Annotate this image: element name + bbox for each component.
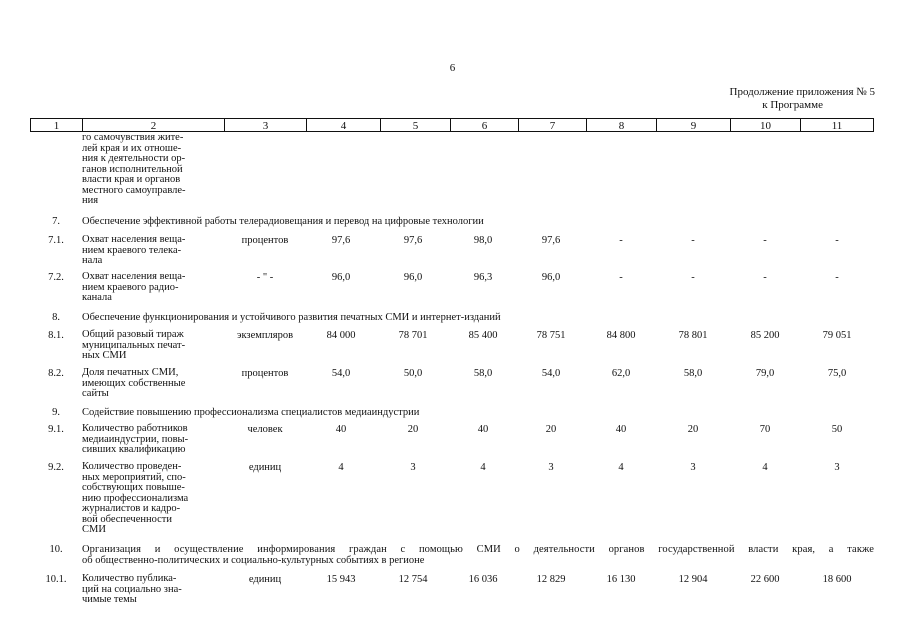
continuation-line: ния к деятельности ор- [82, 153, 186, 164]
section-number: 10. [49, 544, 63, 555]
value-col-8: 4 [618, 462, 624, 473]
continuation-line: го самочувствия жите- [82, 132, 184, 143]
unit-cell: процентов [241, 235, 289, 246]
value-col-8: 16 130 [606, 574, 636, 585]
value-col-7: 97,6 [541, 235, 561, 246]
row-number: 7.2. [48, 272, 64, 283]
continuation-text [82, 133, 224, 207]
header-cell-9: 9 [656, 118, 730, 132]
header-cell-1: 1 [30, 118, 82, 132]
row-number: 8.1. [48, 330, 64, 341]
indicator-name-line: сайты [82, 388, 109, 399]
value-col-6: 85 400 [468, 330, 498, 341]
value-col-9: 78 801 [678, 330, 708, 341]
value-col-9: - [691, 272, 695, 283]
header-cell-6: 6 [450, 118, 518, 132]
continuation-line: ганов исполнительной [82, 163, 183, 175]
value-col-7: 3 [548, 462, 554, 473]
row-number: 10.1. [45, 574, 67, 585]
value-col-9: - [691, 235, 695, 246]
continuation-line: власти края и органов [82, 174, 181, 185]
value-col-4: 84 000 [326, 330, 356, 341]
indicator-name-line: канала [82, 292, 112, 303]
value-col-9: 12 904 [678, 574, 708, 585]
indicator-name-line: вой обеспеченности [82, 513, 172, 525]
indicator-name-line: собствующих повыше- [82, 482, 185, 493]
appendix-note [640, 86, 875, 112]
indicator-name-line: Количество публика- [82, 573, 177, 584]
unit-cell: человек [247, 424, 283, 435]
indicator-name-line: СМИ [82, 524, 106, 535]
indicator-name [82, 272, 224, 304]
value-col-11: - [835, 235, 839, 246]
indicator-name-line: нала [82, 255, 103, 266]
indicator-name [82, 574, 224, 606]
value-col-4: 15 943 [326, 574, 356, 585]
continuation-line: лей края и их отноше- [82, 142, 182, 154]
unit-cell: единиц [248, 462, 282, 473]
value-col-11: 79 051 [822, 330, 852, 341]
section-number: 9. [52, 407, 60, 418]
indicator-name-line: чимые темы [82, 594, 137, 605]
value-col-8: 62,0 [611, 368, 631, 379]
indicator-name-line: Количество работников [82, 423, 188, 434]
table-header-row [30, 118, 874, 132]
row-number: 8.2. [48, 368, 64, 379]
value-col-5: 12 754 [398, 574, 428, 585]
indicator-name [82, 424, 224, 456]
continuation-line: местного самоуправле- [82, 184, 186, 196]
value-col-9: 58,0 [683, 368, 703, 379]
value-col-6: 16 036 [468, 574, 498, 585]
section-title: Обеспечение эффективной работы телерадиовещания и перевод на цифровые технологии [82, 216, 484, 227]
value-col-4: 97,6 [331, 235, 351, 246]
value-col-5: 97,6 [403, 235, 423, 246]
indicator-name [82, 368, 224, 400]
value-col-7: 12 829 [536, 574, 566, 585]
value-col-7: 78 751 [536, 330, 566, 341]
value-col-10: 79,0 [755, 368, 775, 379]
value-col-5: 50,0 [403, 368, 423, 379]
value-col-5: 78 701 [398, 330, 428, 341]
indicator-name-line: муниципальных печат- [82, 339, 186, 351]
indicator-name [82, 235, 224, 267]
value-col-5: 3 [410, 462, 416, 473]
value-col-10: 22 600 [750, 574, 780, 585]
value-col-6: 4 [480, 462, 486, 473]
value-col-8: 40 [615, 424, 627, 435]
indicator-name-line: журналистов и кадро- [82, 503, 181, 514]
header-cell-8: 8 [586, 118, 656, 132]
unit-cell: единиц [248, 574, 282, 585]
value-col-11: 75,0 [827, 368, 847, 379]
unit-cell: процентов [241, 368, 289, 379]
value-col-9: 20 [687, 424, 699, 435]
indicator-name-line: Охват населения веща- [82, 271, 186, 282]
row-number: 9.1. [48, 424, 64, 435]
section-title-line: об общественно-политических и социально-культурных событиях в регионе [82, 555, 425, 566]
header-cell-5: 5 [380, 118, 450, 132]
value-col-6: 96,3 [473, 272, 493, 283]
value-col-10: - [763, 235, 767, 246]
indicator-name-line: сивших квалификацию [82, 444, 186, 455]
value-col-8: - [619, 272, 623, 283]
value-col-5: 20 [407, 424, 419, 435]
value-col-8: 84 800 [606, 330, 636, 341]
value-col-10: 70 [759, 424, 771, 435]
value-col-6: 98,0 [473, 235, 493, 246]
indicator-name-line: ных мероприятий, спо- [82, 471, 186, 483]
value-col-11: - [835, 272, 839, 283]
value-col-4: 96,0 [331, 272, 351, 283]
row-number: 9.2. [48, 462, 64, 473]
value-col-5: 96,0 [403, 272, 423, 283]
value-col-7: 96,0 [541, 272, 561, 283]
value-col-11: 18 600 [822, 574, 852, 585]
indicator-name-line: медиаиндустрии, повы- [82, 433, 189, 445]
section-title: Содействие повышению профессионализма специалистов медиаиндустрии [82, 407, 420, 418]
header-cell-7: 7 [518, 118, 586, 132]
value-col-4: 4 [338, 462, 344, 473]
value-col-7: 54,0 [541, 368, 561, 379]
unit-cell: экземпляров [236, 330, 294, 341]
value-col-6: 40 [477, 424, 489, 435]
section-title: Обеспечение функционирования и устойчивого развития печатных СМИ и интернет-изданий [82, 312, 501, 323]
value-col-4: 54,0 [331, 368, 351, 379]
header-cell-10: 10 [730, 118, 800, 132]
continuation-line: ния [82, 195, 99, 206]
header-cell-3: 3 [224, 118, 306, 132]
row-number: 7.1. [48, 235, 64, 246]
indicator-name-line: нием краевого радио- [82, 281, 179, 293]
indicator-name-line: ций на социально зна- [82, 583, 182, 595]
value-col-6: 58,0 [473, 368, 493, 379]
value-col-10: 4 [762, 462, 768, 473]
value-col-11: 50 [831, 424, 843, 435]
page-number: 6 [449, 62, 456, 74]
unit-cell: - " - [256, 272, 274, 283]
indicator-name-line: нию профессионализма [82, 492, 189, 504]
indicator-name-line: нием краевого телека- [82, 244, 182, 256]
header-cell-2: 2 [82, 118, 224, 132]
indicator-name-line: Общий разовый тираж [82, 329, 184, 340]
header-cell-11: 11 [800, 118, 874, 132]
value-col-9: 3 [690, 462, 696, 473]
section-number: 8. [52, 312, 60, 323]
indicator-name [82, 330, 224, 362]
value-col-4: 40 [335, 424, 347, 435]
value-col-10: 85 200 [750, 330, 780, 341]
header-cell-4: 4 [306, 118, 380, 132]
value-col-11: 3 [834, 462, 840, 473]
value-col-7: 20 [545, 424, 557, 435]
value-col-8: - [619, 235, 623, 246]
indicator-name-line: имеющих собственные [82, 377, 186, 389]
indicator-name-line: Доля печатных СМИ, [82, 367, 179, 378]
section-title-line: Организация и осуществление информирования граждан с помощью СМИ о деятельности органов государственной власти края, а также [82, 544, 874, 555]
indicator-name-line: Количество проведен- [82, 461, 182, 472]
indicator-name [82, 462, 224, 536]
section-number: 7. [52, 216, 60, 227]
section-title [82, 544, 874, 566]
indicator-name-line: ных СМИ [82, 350, 127, 361]
indicator-name-line: Охват населения веща- [82, 234, 186, 245]
appendix-line-2: к Программе [762, 99, 823, 111]
value-col-10: - [763, 272, 767, 283]
appendix-line-1: Продолжение приложения № 5 [729, 86, 875, 98]
